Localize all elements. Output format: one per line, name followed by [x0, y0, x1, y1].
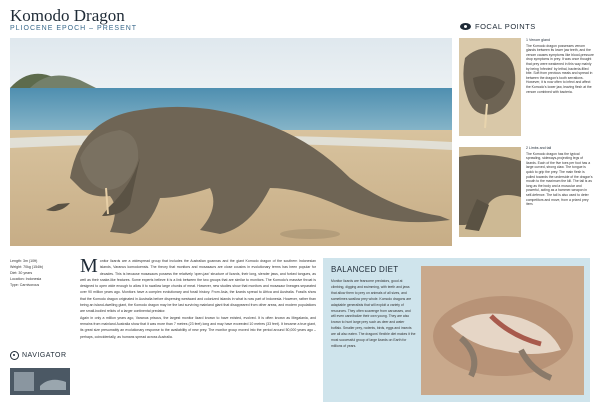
page-title: Komodo Dragon — [10, 6, 125, 25]
focal-points-label: FOCAL POINTS — [475, 22, 536, 31]
page-subtitle: PLIOCENE EPOCH – PRESENT — [10, 25, 138, 32]
navigator-header — [10, 351, 67, 360]
eye-icon — [460, 23, 471, 30]
focal-point-2-text: The Komodo dragon has the typical sprawling, sideways-projecting legs of lizards. Each of the five toes per foot has a large curved, strong claw. The tongue is quick to grip the prey. The main flesh is pulled towards the underside of the dragon's mouth to the maximum the kill. The tail is as long as the body and a muscular and powerful, acting as a hammer-weapon in self-defence. The tail is also used to deter competitors and move, from a prized prey item. — [526, 151, 593, 207]
fact-list — [10, 258, 72, 288]
navigator-thumbnail — [10, 368, 70, 395]
navigator-label: NAVIGATOR — [22, 352, 67, 359]
focal-point-2-heading: 2 Limbs and tail — [526, 146, 552, 150]
focal-points-header — [460, 22, 536, 31]
compass-icon — [10, 351, 19, 360]
body-paragraph: Again in only a million years ago, Varanus priscus, the largest monitor lizard known to have existed, evolved. It is often known as Megalania, and remains from mainland Australia show that it was more than 7 metres (23 feet) long and may have exceeded 10 metres (33 feet). It became a true giant, its great size presumably an evolutionary response to the availability of new prey. The monitor group moved into the period around 50,000 years ago – perhaps, coincidentally, as humans spread across Australia. — [80, 315, 316, 339]
focal-point-1-text: The Komodo dragon possesses venom glands between its lower jaw teeth, and the venom causes symptoms like blood-pressure drop symptoms in prey. It was once thought that prey were weakened in this way mainly by being 'infected' by lethal, bacteria-filled bite. Soft from previous meals and spread in between the dragon's tooth serrations. However, it is now often to infect and affect the Komodo's lower jaw, leaving flesh at the venom combined with bacteria. — [526, 43, 594, 94]
focal-thumb-limbs — [459, 147, 521, 237]
body-paragraph: onitor lizards are a widespread group that includes the Australian goannas and the giant Komodo dragon of the southern Indonesian islands, Varanus komodoensis. The theory that monitors and mosasaurs are close cousins in evolutionary terms has been popular for decades. This is because mosasaurs possess the relatively 'open-jaw' structure of lizards, their long, slender jaws, and forked tongues, as well as their snake-like features. Some experts believe it is a link between the two groups that are similar to monitors. The Komodo's massive throat is designed to open wide enough to allow it to swallow large chunks of meat. However, new studies show that monitors and mosasaur lineages separated over 90 million years ago. Monitors have a complex evolutionary and fossil history. From Asia, the lizards spread to Africa and Australia. Fossils show that the Komodo dragon originated in Australia before dispersing westward and colonized islands in what is now part of Indonesia. However, rather than being an island-dwelling giant, the Komodo dragon may be the last surviving mainland giant that disappeared from other areas, and modern populations are small-bodied relicts of a larger continental predator. — [80, 259, 316, 314]
drop-cap: M — [80, 255, 98, 277]
komodo-dragon-photo — [10, 38, 452, 246]
panel-text: Monitor lizards are fearsome predators, good at climbing, digging and swimming, with teeth and jaws that allow them to prey on animals of all sizes, and sometimes swallow prey whole. Komodo dragons are adaptable generalists that will exploit a variety of resources. They often scavenge from carcasses, and will even cannibalize their own young. They are also known to hunt large prey such as deer and water buffalo. Smaller prey, rodents, birds, eggs and insects are all also eaten. The dragons' flexible diet makes it the most successful group of large lizards on Earth for millions of years. — [331, 279, 416, 348]
panel-title: BALANCED DIET — [331, 265, 399, 274]
fact-row: Weight: 70kg (154lb) — [10, 265, 44, 269]
focal-thumb-head — [459, 38, 521, 136]
focal-point-1 — [526, 38, 594, 94]
focal-point-2 — [526, 146, 594, 207]
komodo-eating-photo — [421, 266, 584, 395]
fact-row: Location: Indonesia — [10, 277, 42, 281]
fact-row: Diet: 30 years — [10, 271, 33, 275]
balanced-diet-panel — [323, 258, 590, 402]
fact-row: Type: Carnivorous — [10, 283, 40, 287]
focal-point-1-heading: 1 Venom gland — [526, 38, 550, 42]
body-text — [80, 255, 316, 340]
fact-row: Length: 3m (10ft) — [10, 259, 38, 263]
